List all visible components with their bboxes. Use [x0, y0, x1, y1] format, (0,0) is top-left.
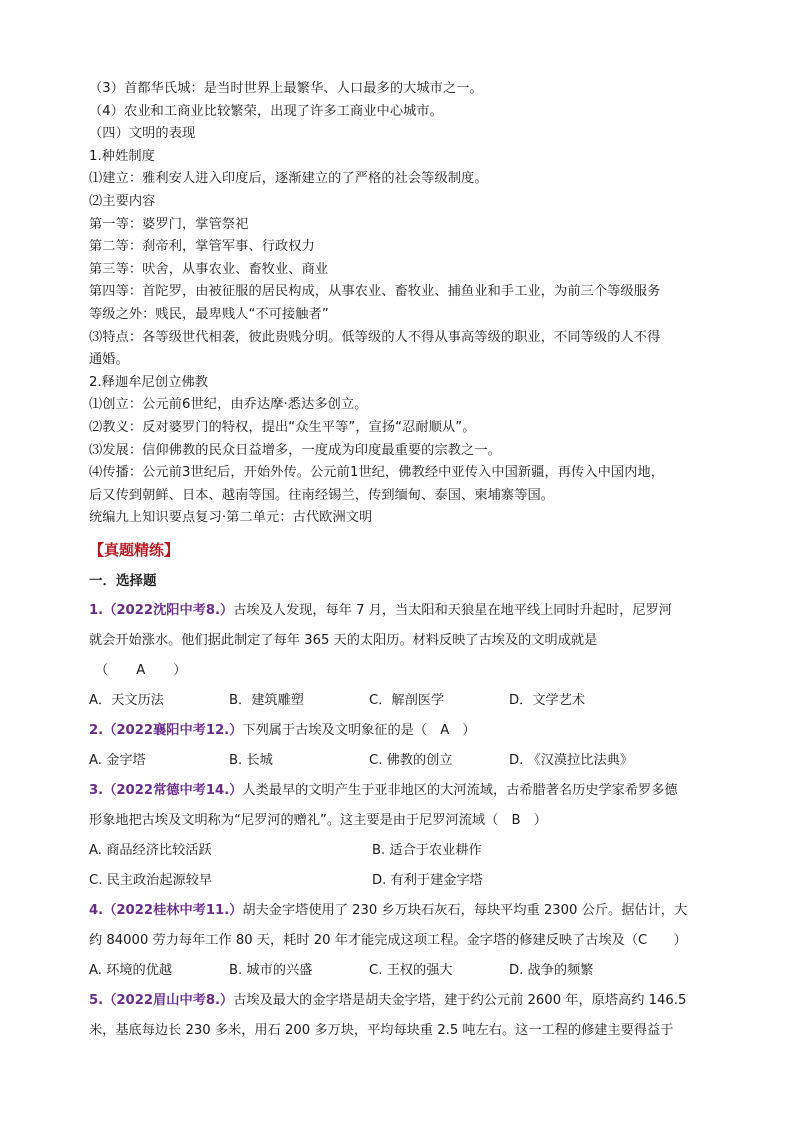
- text-line: （3）首都华氏城：是当时世界上最繁华、人口最多的大城市之一。: [89, 81, 483, 96]
- options: [89, 956, 709, 986]
- option: C．解剖医学: [369, 692, 445, 708]
- question-number: 5.: [89, 992, 104, 1008]
- text-line: 第四等：首陀罗，由被征服的居民构成，从事农业、畜牧业、捕鱼业和手工业，为前三个等级服务: [89, 284, 661, 300]
- question-2: [89, 716, 709, 746]
- options: [89, 746, 709, 776]
- question-text-line: 就会开始涨水。他们据此制定了每年 365 天的太阳历。材料反映了古埃及的文明成就是: [89, 632, 598, 648]
- question-4: [89, 896, 709, 926]
- options: [89, 686, 709, 716]
- option: C. 王权的强大: [369, 962, 453, 978]
- question-source: （2022眉山中考8.）: [103, 992, 234, 1008]
- question-1: [89, 596, 709, 626]
- text-line: 1.种姓制度: [89, 148, 155, 164]
- option: C. 佛教的创立: [369, 752, 453, 768]
- option: D．文学艺术: [509, 692, 586, 708]
- option: B. 适合于农业耕作: [372, 842, 482, 858]
- text-line: ⑶发展：信仰佛教的民众日益增多，一度成为印度最重要的宗教之一。: [89, 442, 501, 458]
- question-text: 下列属于古埃及文明象征的是（ A ）: [242, 722, 476, 738]
- question-source: （2022襄阳中考12.）: [103, 722, 243, 738]
- question-text: 古埃及最大的金字塔是胡夫金字塔，建于约公元前 2600 年，原塔高约 146.5: [233, 992, 687, 1008]
- text-line: 第一等：婆罗门，掌管祭祀: [89, 216, 249, 232]
- option: B．建筑雕塑: [229, 692, 304, 708]
- question-source: （2022沈阳中考8.）: [103, 602, 234, 618]
- option: B. 长城: [229, 752, 273, 768]
- question-source: （2022常德中考14.）: [103, 782, 243, 798]
- question-text-line: 约 84000 劳力每年工作 80 天，耗时 20 年才能完成这项工程。金字塔的修建反映了古埃及（C ）: [89, 932, 687, 948]
- text-line: 通婚。: [89, 352, 129, 368]
- text-line: ⑴创立：公元前6世纪，由乔达摩·悉达多创立。: [89, 397, 368, 413]
- question-text: 人类最早的文明产生于亚非地区的大河流域，古希腊著名历史学家希罗多德: [242, 782, 678, 798]
- question-number: 4.: [89, 902, 104, 918]
- text-line: ⑶特点：各等级世代相袭，彼此贵贱分明。低等级的人不得从事高等级的职业，不同等级的人不得: [89, 329, 661, 345]
- text-line: 统编九上知识要点复习·第二单元：古代欧洲文明: [89, 510, 373, 526]
- text-line: 后又传到朝鲜、日本、越南等国。往南经锡兰，传到缅甸、泰国、柬埔寨等国。: [89, 487, 555, 503]
- option: D. 有利于建金字塔: [372, 872, 483, 888]
- answer-letter: A: [136, 662, 146, 678]
- text-line: 等级之外：贱民，最卑贱人“不可接触者”: [89, 306, 329, 322]
- option: B. 城市的兴盛: [229, 962, 313, 978]
- bracket-close: ）: [173, 662, 187, 678]
- question-source: （2022桂林中考11.）: [103, 902, 243, 918]
- question-5: [89, 986, 709, 1016]
- text-line: ⑴建立：雅利安人进入印度后，逐渐建立的了严格的社会等级制度。: [89, 171, 488, 187]
- question-number: 3.: [89, 782, 104, 798]
- option: A．天文历法: [89, 692, 164, 708]
- options: [89, 866, 709, 896]
- option: D. 《汉漠拉比法典》: [509, 752, 634, 768]
- question-text-line: 形象地把古埃及文明称为“尼罗河的赠礼”。这主要是由于尼罗河流域（ B ）: [89, 812, 547, 828]
- question-number: 2.: [89, 722, 104, 738]
- text-line: （4）农业和工商业比较繁荣，出现了许多工商业中心城市。: [89, 103, 443, 119]
- text-line: ⑵主要内容: [89, 193, 156, 209]
- text-line: 2.释迦牟尼创立佛教: [89, 374, 209, 390]
- option: A. 商品经济比较活跃: [89, 842, 212, 858]
- text-line: ⑵教义：反对婆罗门的特权，提出“众生平等”，宣扬“忍耐顺从”。: [89, 419, 476, 435]
- question-text: 胡夫金字塔使用了 230 乡万块石灰石，每块平均重 2300 公斤。据估计，大: [242, 902, 688, 918]
- option: D. 战争的频繁: [509, 962, 594, 978]
- text-line: 第二等：刹帝利，掌管军事、行政权力: [89, 239, 315, 255]
- document-page: [89, 78, 709, 1046]
- section-title: 【真题精练】: [89, 540, 180, 559]
- question-3: [89, 776, 709, 806]
- question-text: 古埃及人发现，每年 7 月，当太阳和天狼星在地平线上同时升起时，尼罗河: [233, 602, 672, 618]
- options: [89, 836, 709, 866]
- answer-bracket: [89, 656, 709, 686]
- question-text-line: 米，基底每边长 230 多米，用石 200 多万块，平均每块重 2.5 吨左右。这一工程的修建主要得益于: [89, 1022, 674, 1038]
- option: C. 民主政治起源较早: [89, 872, 213, 888]
- bracket-open: （: [95, 662, 109, 678]
- text-line: ⑷传播：公元前3世纪后，开始外传。公元前1世纪，佛教经中亚传入中国新疆，再传入中国内地，: [89, 465, 665, 481]
- sub-title: 一．选择题: [89, 572, 157, 589]
- option: A. 金字塔: [89, 752, 146, 768]
- text-line: 第三等：吠舍，从事农业、畜牧业、商业: [89, 261, 329, 277]
- text-line: （四）文明的表现: [89, 126, 196, 142]
- option: A. 环境的优越: [89, 962, 173, 978]
- question-number: 1.: [89, 602, 104, 618]
